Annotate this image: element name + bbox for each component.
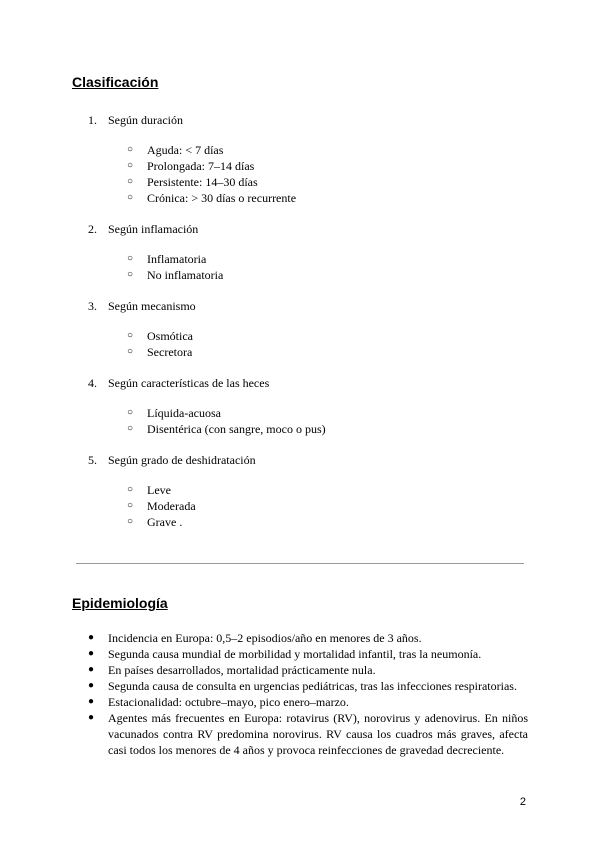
section-divider <box>76 563 524 564</box>
circle-bullet-icon: ○ <box>127 192 134 203</box>
sub-item <box>88 482 538 498</box>
classification-item <box>88 298 538 314</box>
bullet-icon: ● <box>88 680 95 691</box>
sub-item-text: Aguda: < 7 días <box>147 143 224 157</box>
item-label: Según inflamación <box>108 222 199 236</box>
sub-item <box>88 174 538 190</box>
circle-bullet-icon: ○ <box>127 176 134 187</box>
classification-item <box>88 375 538 391</box>
sub-item-text: Inflamatoria <box>147 252 207 266</box>
list-item <box>88 710 528 758</box>
sub-item <box>88 267 538 283</box>
sub-item-text: Prolongada: 7–14 días <box>147 159 255 173</box>
epidemiology-list <box>88 630 528 758</box>
sub-item <box>88 498 538 514</box>
list-item <box>88 678 528 694</box>
list-item-text: En países desarrollados, mortalidad prácticamente nula. <box>108 663 376 677</box>
item-label: Según grado de deshidratación <box>108 453 256 467</box>
list-item <box>88 646 528 662</box>
classification-item <box>88 112 538 128</box>
sub-item <box>88 328 538 344</box>
circle-bullet-icon: ○ <box>127 330 134 341</box>
circle-bullet-icon: ○ <box>127 423 134 434</box>
bullet-icon: ● <box>88 696 95 707</box>
circle-bullet-icon: ○ <box>127 144 134 155</box>
sub-list <box>88 142 538 206</box>
circle-bullet-icon: ○ <box>127 346 134 357</box>
item-number: 2. <box>88 222 97 236</box>
list-item-text: Segunda causa de consulta en urgencias pediátricas, tras las infecciones respiratorias. <box>108 679 517 693</box>
list-item-text: Agentes más frecuentes en Europa: rotavirus (RV), norovirus y adenovirus. En niños vacunados contra RV predomina norovirus. RV causa los cuadros más graves, afecta casi todos los menores de 4 años y provoca reinfecciones de gravedad decreciente. <box>108 711 528 757</box>
list-item-text: Incidencia en Europa: 0,5–2 episodios/año en menores de 3 años. <box>108 631 422 645</box>
list-item <box>88 630 528 646</box>
circle-bullet-icon: ○ <box>127 407 134 418</box>
circle-bullet-icon: ○ <box>127 269 134 280</box>
item-label: Según duración <box>108 113 183 127</box>
sub-item <box>88 190 538 206</box>
sub-list <box>88 482 538 530</box>
sub-item <box>88 421 538 437</box>
item-number: 1. <box>88 113 97 127</box>
section-title-epidemiologia: Epidemiología <box>72 595 168 611</box>
bullet-icon: ● <box>88 664 95 675</box>
classification-group <box>88 452 538 530</box>
sub-item <box>88 158 538 174</box>
sub-item <box>88 405 538 421</box>
classification-item <box>88 221 538 237</box>
item-label: Según mecanismo <box>108 299 196 313</box>
classification-item <box>88 452 538 468</box>
classification-group <box>88 375 538 437</box>
sub-item-text: Líquida-acuosa <box>147 406 221 420</box>
sub-item <box>88 344 538 360</box>
circle-bullet-icon: ○ <box>127 160 134 171</box>
page-number: 2 <box>519 796 526 808</box>
sub-item <box>88 142 538 158</box>
sub-item-text: No inflamatoria <box>147 268 224 282</box>
circle-bullet-icon: ○ <box>127 484 134 495</box>
sub-item-text: Disentérica (con sangre, moco o pus) <box>147 422 326 436</box>
classification-group <box>88 112 538 206</box>
sub-item-text: Persistente: 14–30 días <box>147 175 258 189</box>
sub-item-text: Crónica: > 30 días o recurrente <box>147 191 297 205</box>
sub-item <box>88 251 538 267</box>
list-item <box>88 662 528 678</box>
bullet-icon: ● <box>88 648 95 659</box>
item-label: Según características de las heces <box>108 376 270 390</box>
sub-item-text: Osmótica <box>147 329 193 343</box>
sub-list <box>88 328 538 360</box>
classification-group <box>88 221 538 283</box>
sub-item-text: Moderada <box>147 499 196 513</box>
sub-item-text: Grave . <box>147 515 183 529</box>
circle-bullet-icon: ○ <box>127 500 134 511</box>
circle-bullet-icon: ○ <box>127 253 134 264</box>
sub-item <box>88 514 538 530</box>
circle-bullet-icon: ○ <box>127 516 134 527</box>
classification-list <box>88 112 538 545</box>
sub-item-text: Leve <box>147 483 171 497</box>
item-number: 5. <box>88 453 97 467</box>
list-item <box>88 694 528 710</box>
list-item-text: Segunda causa mundial de morbilidad y mortalidad infantil, tras la neumonía. <box>108 647 482 661</box>
bullet-icon: ● <box>88 632 95 643</box>
sub-list <box>88 405 538 437</box>
sub-item-text: Secretora <box>147 345 193 359</box>
section-title-clasificacion: Clasificación <box>72 74 159 90</box>
list-item-text: Estacionalidad: octubre–mayo, pico enero–marzo. <box>108 695 349 709</box>
classification-group <box>88 298 538 360</box>
bullet-icon: ● <box>88 712 95 723</box>
item-number: 4. <box>88 376 97 390</box>
sub-list <box>88 251 538 283</box>
item-number: 3. <box>88 299 97 313</box>
